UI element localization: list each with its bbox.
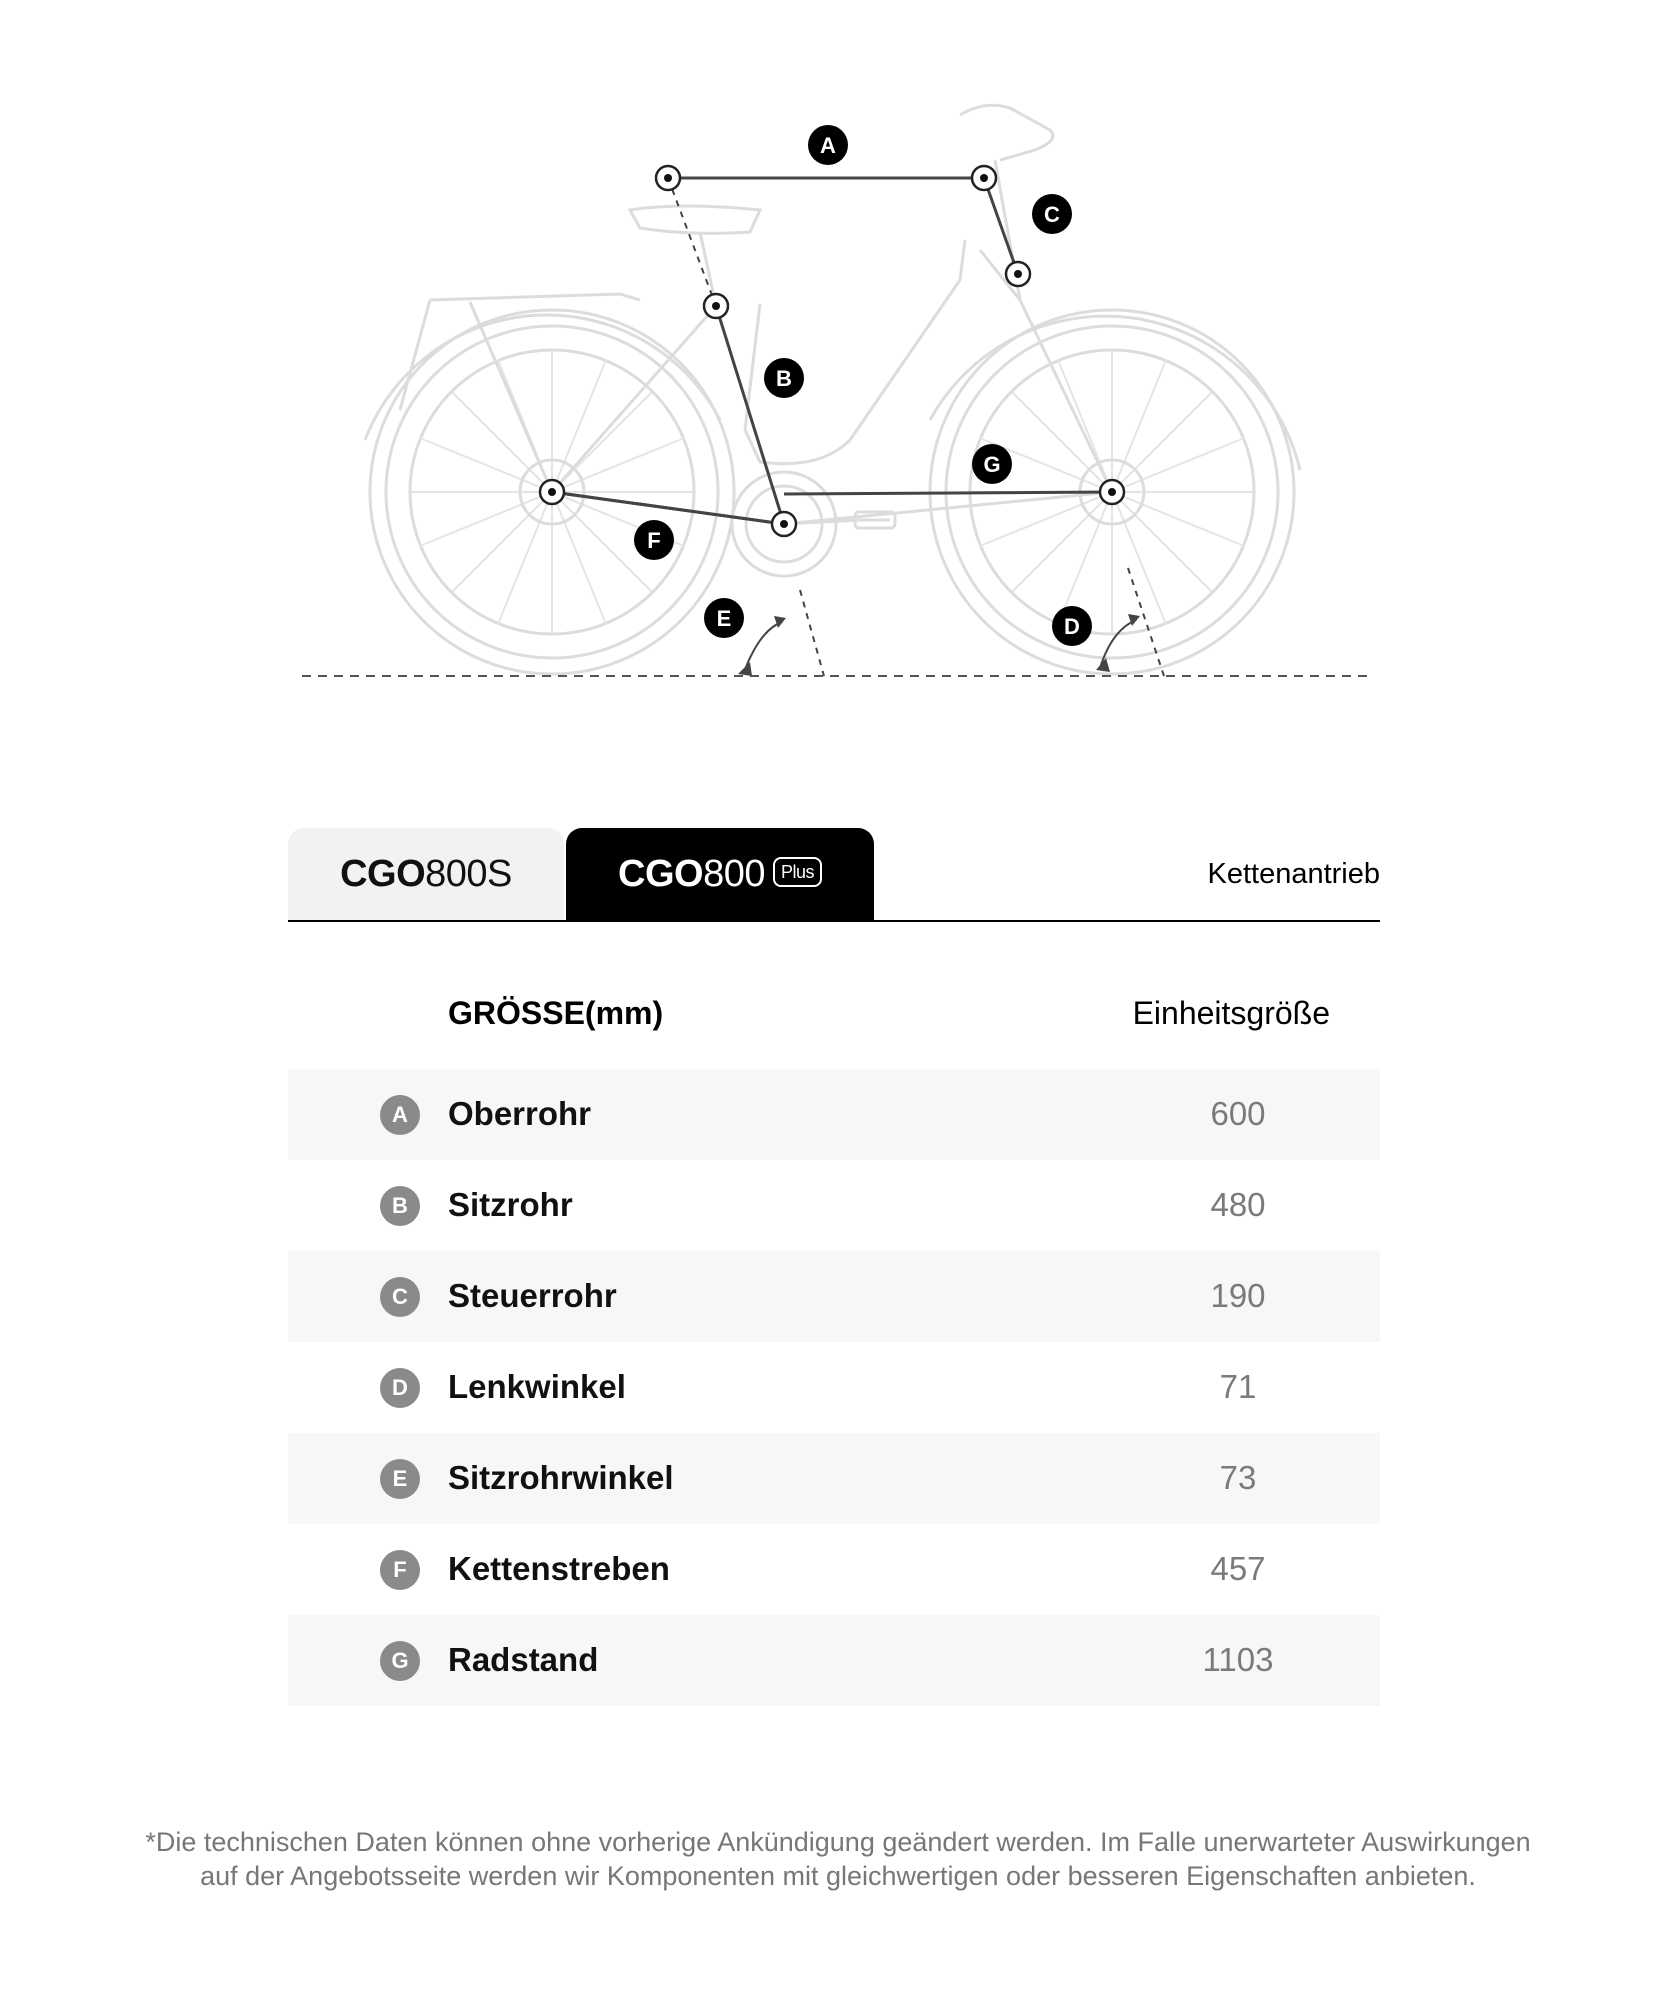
row-letter-badge: A [380,1095,420,1135]
row-label: Oberrohr [448,1095,592,1132]
svg-text:E: E [716,606,732,631]
drive-type-label: Kettenantrieb [1207,858,1380,890]
row-letter-badge: G [380,1641,420,1681]
svg-text:D: D [1064,614,1080,639]
row-letter-badge: C [380,1277,420,1317]
bike-illustration [365,105,1300,674]
marker-c [1032,194,1072,234]
svg-text:C: C [1044,202,1060,227]
row-value: 71 [1219,1368,1257,1405]
tab-cgo800-plus[interactable] [566,828,874,920]
row-label: Kettenstreben [448,1550,670,1587]
svg-text:B: B [776,366,792,391]
table-row [288,1524,1380,1615]
marker-b [764,358,804,398]
row-label: Sitzrohr [448,1186,573,1223]
row-letter-badge: D [380,1368,420,1408]
marker-d [1052,606,1092,646]
tab-model: 800S [425,852,512,895]
row-label: Steuerrohr [448,1277,617,1314]
row-letter-badge: B [380,1186,420,1226]
table-row [288,1433,1380,1524]
geometry-lines [552,178,1112,524]
size-table [288,1069,1380,1706]
marker-g [972,444,1012,484]
unit-size-column-header: Einheitsgröße [1132,995,1330,1031]
row-value: 1103 [1202,1641,1274,1678]
row-letter-badge: E [380,1459,420,1499]
tab-divider [288,920,1380,922]
footnote-line-2: auf der Angebotsseite werden wir Komponenten mit gleichwertigen oder besseren Eigenschaften anbieten. [200,1861,1476,1891]
row-letter-badge: F [380,1550,420,1590]
size-column-header: GRÖSSE(mm) [448,995,664,1031]
table-row [288,1342,1380,1433]
footnote-line-1: *Die technischen Daten können ohne vorherige Ankündigung geändert werden. Im Falle unerwarteter Auswirkungen [145,1827,1531,1857]
bike-geometry-diagram [0,0,1676,720]
tab-brand: CGO [340,852,426,895]
svg-text:A: A [820,133,836,158]
row-value: 190 [1210,1277,1266,1314]
row-value: 457 [1210,1550,1266,1587]
marker-e [704,598,744,638]
row-label: Sitzrohrwinkel [448,1459,674,1496]
plus-badge: Plus [773,857,822,887]
tab-model: 800 [703,852,765,895]
table-row [288,1069,1380,1160]
size-table-header [288,985,1380,1045]
disclaimer-footnote [60,1825,1616,1893]
row-label: Lenkwinkel [448,1368,626,1405]
row-value: 600 [1210,1095,1266,1132]
svg-text:G: G [983,452,1001,477]
row-value: 480 [1210,1186,1266,1223]
tab-cgo800s[interactable] [288,828,564,920]
table-row [288,1615,1380,1706]
row-value: 73 [1219,1459,1257,1496]
marker-f [634,520,674,560]
marker-a [808,125,848,165]
tab-brand: CGO [618,852,704,895]
row-label: Radstand [448,1641,599,1678]
svg-text:F: F [647,528,661,553]
table-row [288,1251,1380,1342]
table-row [288,1160,1380,1251]
